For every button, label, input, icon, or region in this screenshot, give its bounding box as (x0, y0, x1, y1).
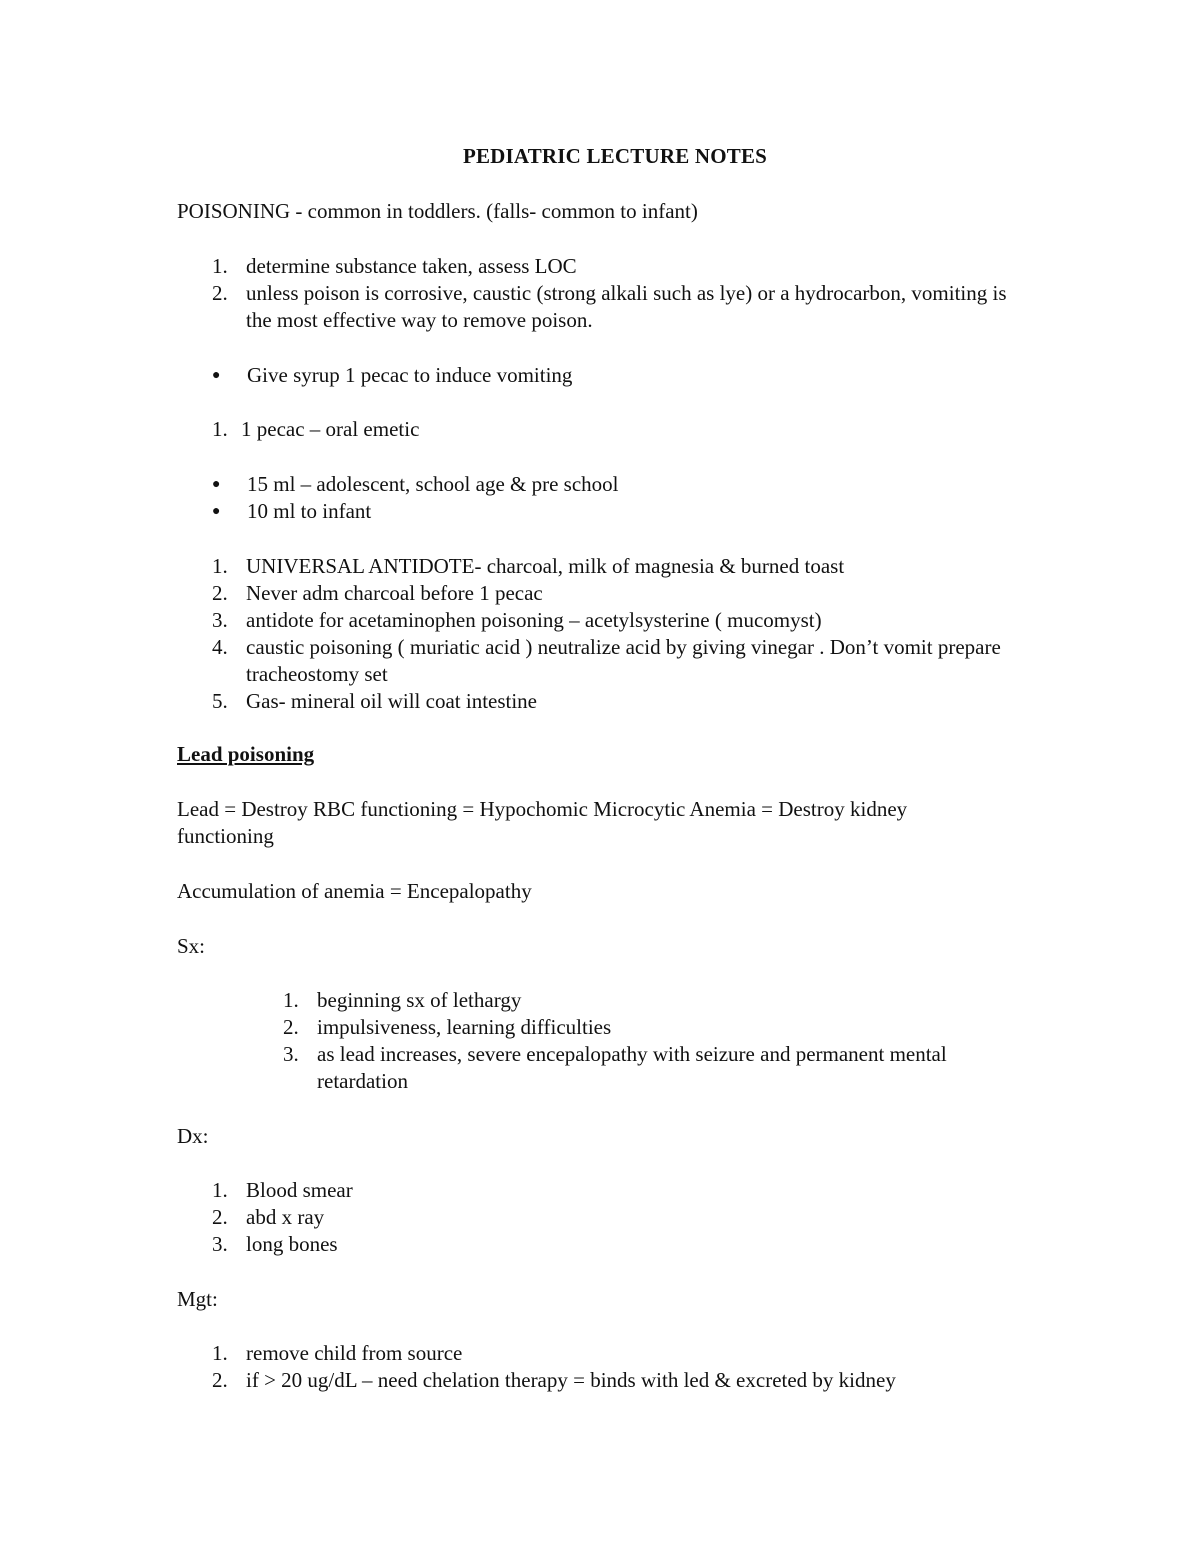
list-number: 2. (212, 1205, 228, 1229)
dx-label: Dx: (177, 1124, 209, 1148)
list-number: 1. (212, 254, 228, 278)
list-number: 2. (283, 1015, 299, 1039)
list-text: 1 pecac – oral emetic (241, 417, 420, 441)
list-text: long bones (246, 1232, 338, 1256)
list-number: 1. (212, 1178, 228, 1202)
list-text: as lead increases, severe encepalopathy with seizure and permanent mental retardation (317, 1042, 947, 1093)
list-number: 5. (212, 689, 228, 713)
sx-label: Sx: (177, 934, 206, 958)
list-number: 3. (212, 1232, 228, 1256)
lead-encephalopathy: Accumulation of anemia = Encepalopathy (177, 879, 532, 903)
list-number: 1. (212, 554, 228, 578)
list-text: determine substance taken, assess LOC (246, 254, 577, 278)
list-text: Blood smear (246, 1178, 353, 1202)
list-text: UNIVERSAL ANTIDOTE- charcoal, milk of magnesia & burned toast (246, 554, 845, 578)
list-text: beginning sx of lethargy (317, 988, 522, 1012)
list-number: 2. (212, 581, 228, 605)
list-text: remove child from source (246, 1341, 463, 1365)
list-number: 4. (212, 635, 228, 659)
list-number: 1. (212, 417, 228, 441)
bullet-text: Give syrup 1 pecac to induce vomiting (247, 363, 573, 387)
bullet-icon: ● (212, 504, 221, 519)
list-number: 3. (283, 1042, 299, 1066)
poisoning-intro: POISONING - common in toddlers. (falls- common to infant) (177, 199, 698, 223)
list-number: 3. (212, 608, 228, 632)
bullet-text: 15 ml – adolescent, school age & pre school (247, 472, 619, 496)
list-text: unless poison is corrosive, caustic (strong alkali such as lye) or a hydrocarbon, vomiting is the most effective way to remove poison. (246, 281, 1007, 332)
list-text: impulsiveness, learning difficulties (317, 1015, 612, 1039)
list-number: 1. (212, 1341, 228, 1365)
bullet-icon: ● (212, 368, 221, 383)
bullet-icon: ● (212, 477, 221, 492)
section-heading: Lead poisoning (177, 742, 315, 766)
list-text: if > 20 ug/dL – need chelation therapy = binds with led & excreted by kidney (246, 1368, 896, 1392)
bullet-text: 10 ml to infant (247, 499, 372, 523)
page-title: PEDIATRIC LECTURE NOTES (462, 144, 768, 168)
list-text: Gas- mineral oil will coat intestine (246, 689, 538, 713)
list-number: 2. (212, 1368, 228, 1392)
list-number: 1. (283, 988, 299, 1012)
lead-description: Lead = Destroy RBC functioning = Hypochomic Microcytic Anemia = Destroy kidney functioning (177, 797, 908, 848)
list-text: abd x ray (246, 1205, 325, 1229)
list-text: caustic poisoning ( muriatic acid ) neutralize acid by giving vinegar . Don’t vomit prepare tracheostomy set (246, 635, 1001, 686)
list-text: Never adm charcoal before 1 pecac (246, 581, 543, 605)
mgt-label: Mgt: (177, 1287, 218, 1311)
list-text: antidote for acetaminophen poisoning – acetylsysterine ( mucomyst) (246, 608, 822, 632)
list-number: 2. (212, 281, 228, 305)
